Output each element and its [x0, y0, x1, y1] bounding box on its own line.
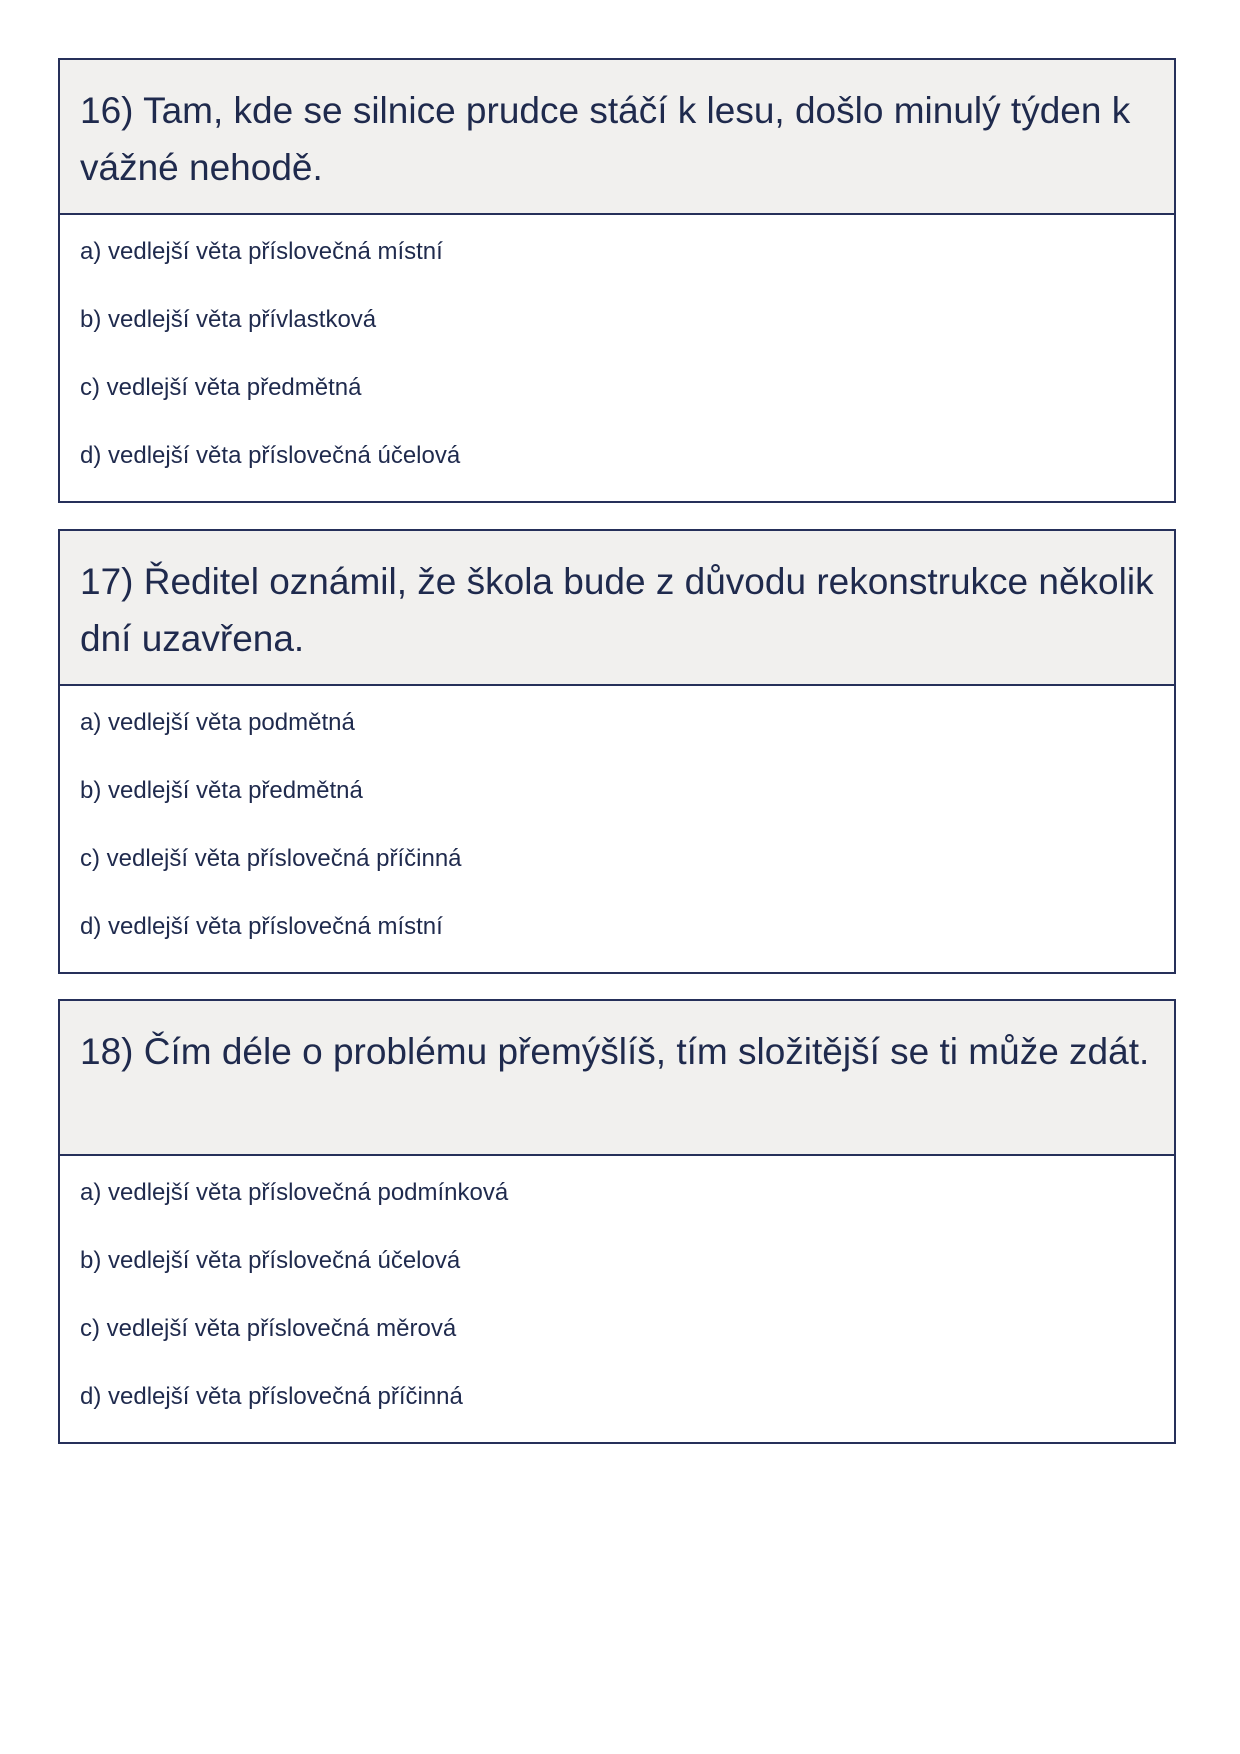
answer-option-d: d) vedlejší věta příslovečná místní	[80, 913, 443, 940]
answer-option-a: a) vedlejší věta příslovečná podmínková	[80, 1179, 509, 1206]
answer-option-a: a) vedlejší věta podmětná	[80, 709, 355, 736]
question-card	[58, 529, 1176, 974]
answer-option-b: b) vedlejší věta příslovečná účelová	[80, 1247, 461, 1274]
question-header	[60, 531, 1174, 686]
question-card	[58, 58, 1176, 503]
answer-option-c: c) vedlejší věta příslovečná měrová	[80, 1315, 457, 1342]
answer-option-b: b) vedlejší věta přívlastková	[80, 306, 377, 333]
answer-option-a: a) vedlejší věta příslovečná místní	[80, 238, 443, 265]
question-card	[58, 999, 1176, 1444]
answer-options	[60, 686, 1174, 942]
question-header	[60, 1001, 1174, 1156]
answer-option-c: c) vedlejší věta příslovečná příčinná	[80, 845, 462, 872]
answer-option-c: c) vedlejší věta předmětná	[80, 374, 362, 401]
question-text: 17) Ředitel oznámil, že škola bude z důvodu rekonstrukce několik dní uzavřena.	[80, 561, 1154, 659]
answer-option-d: d) vedlejší věta příslovečná účelová	[80, 442, 461, 469]
answer-options	[60, 215, 1174, 471]
answer-option-b: b) vedlejší věta předmětná	[80, 777, 363, 804]
question-text: 16) Tam, kde se silnice prudce stáčí k lesu, došlo minulý týden k vážné nehodě.	[80, 90, 1131, 188]
question-text: 18) Čím déle o problému přemýšlíš, tím složitější se ti může zdát.	[80, 1031, 1150, 1072]
answer-option-d: d) vedlejší věta příslovečná příčinná	[80, 1383, 463, 1410]
answer-options	[60, 1156, 1174, 1412]
question-header	[60, 60, 1174, 215]
